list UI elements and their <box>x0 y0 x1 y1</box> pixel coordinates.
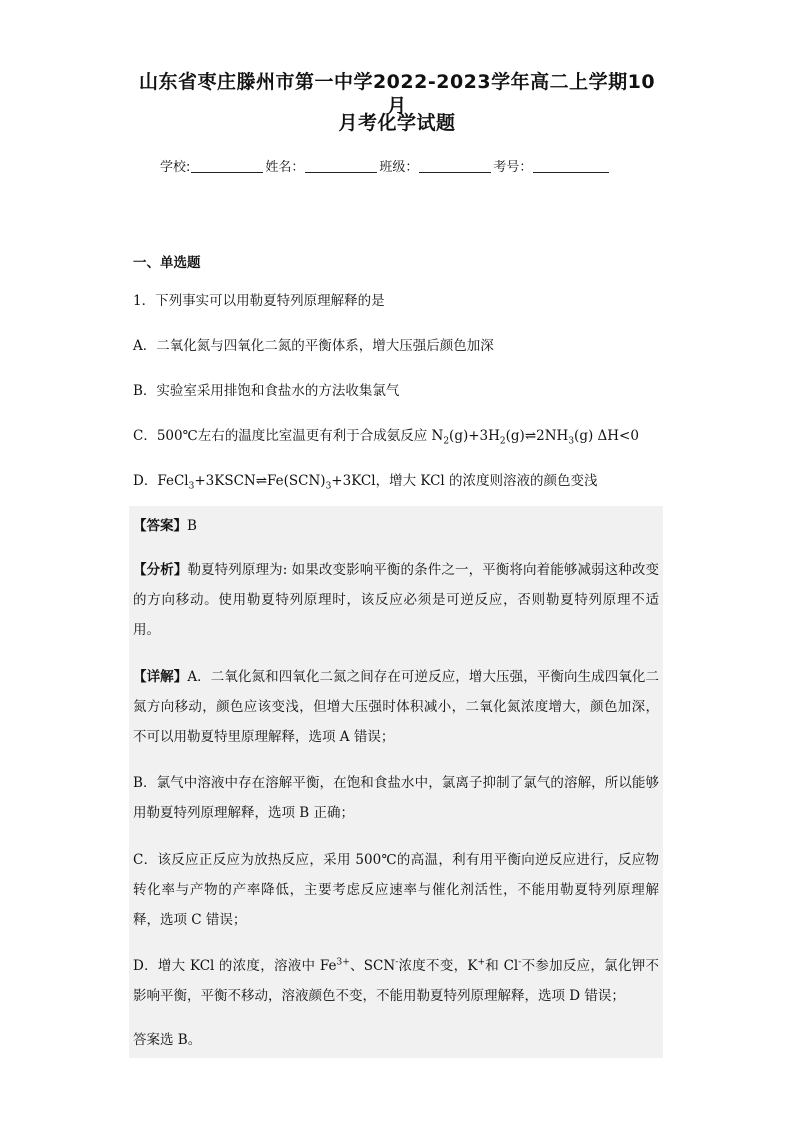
detail-paragraph-b: B．氯气中溶液中存在溶解平衡，在饱和食盐水中，氯离子抑制了氯气的溶解，所以能够用勒夏特列原理解释，选项 B 正确； <box>133 775 659 821</box>
analysis-tag: 【分析】 <box>133 562 188 578</box>
detail-paragraph-c: C．该反应正反应为放热反应，采用 500℃的高温，利有用平衡向逆反应进行，反应物转化率与产物的产率降低，主要考虑反应速率与催化剂活性，不能用勒夏特列原理解释，选项 C 错误； <box>133 852 659 928</box>
page-title-line2: 月考化学试题 <box>338 112 456 134</box>
name-label: 姓名： <box>265 160 305 175</box>
class-blank[interactable] <box>419 158 491 173</box>
option-c: C．500℃左右的温度比室温更有利于合成氨反应 $N_2(g)+3H_2(g)\rightleftharpoons 2NH_3(g)$ ΔH<0 <box>133 428 639 447</box>
detail-tag: 【详解】 <box>133 669 188 685</box>
student-info-row <box>160 158 640 178</box>
detail-paragraph-d: D．增大 KCl 的浓度，溶液中 $Fe^{3+}$、SCN-浓度不变，K+和 Cl-不参加反应，氯化钾不影响平衡，平衡不移动，溶液颜色不变，不能用勒夏特列原理解释，选项 D 错误； <box>133 957 659 1004</box>
name-blank[interactable] <box>305 158 377 173</box>
exam-no-label: 考号： <box>493 160 533 175</box>
analysis-paragraph: 【分析】勒夏特列原理为: 如果改变影响平衡的条件之一，平衡将向着能够减弱这种改变的方向移动。使用勒夏特列原理时，该反应必须是可逆反应，否则勒夏特列原理不适用。 <box>133 562 659 638</box>
detail-paragraph-a: 【详解】A．二氧化氮和四氧化二氮之间存在可逆反应，增大压强，平衡向生成四氧化二氮方向移动，颜色应该变浅，但增大压强时体积减小，二氧化氮浓度增大，颜色加深，不可以用勒夏特里原理解释，选项 A 错误； <box>133 669 659 745</box>
school-label: 学校: <box>160 160 191 175</box>
option-d: D．$FeCl_3+3KSCN\rightleftharpoons Fe(SCN)_3+3KCl$，增大 KCl 的浓度则溶液的颜色变浅 <box>133 473 598 492</box>
school-blank[interactable] <box>191 158 263 173</box>
conclusion: 答案选 B。 <box>133 1032 202 1048</box>
page-title-line1: 山东省枣庄滕州市第一中学2022-2023学年高二上学期10月 <box>138 71 656 117</box>
answer-tag: 【答案】 <box>133 518 187 534</box>
question-stem: 1．下列事实可以用勒夏特列原理解释的是 <box>133 293 385 309</box>
answer-line <box>133 516 197 536</box>
option-b: B．实验室采用排饱和食盐水的方法收集氯气 <box>133 383 400 399</box>
option-a: A．二氧化氮与四氧化二氮的平衡体系，增大压强后颜色加深 <box>133 338 494 354</box>
exam-no-blank[interactable] <box>533 158 609 173</box>
answer-value: B <box>187 518 197 534</box>
section-heading: 一、单选题 <box>133 255 201 271</box>
class-label: 班级： <box>379 160 419 175</box>
